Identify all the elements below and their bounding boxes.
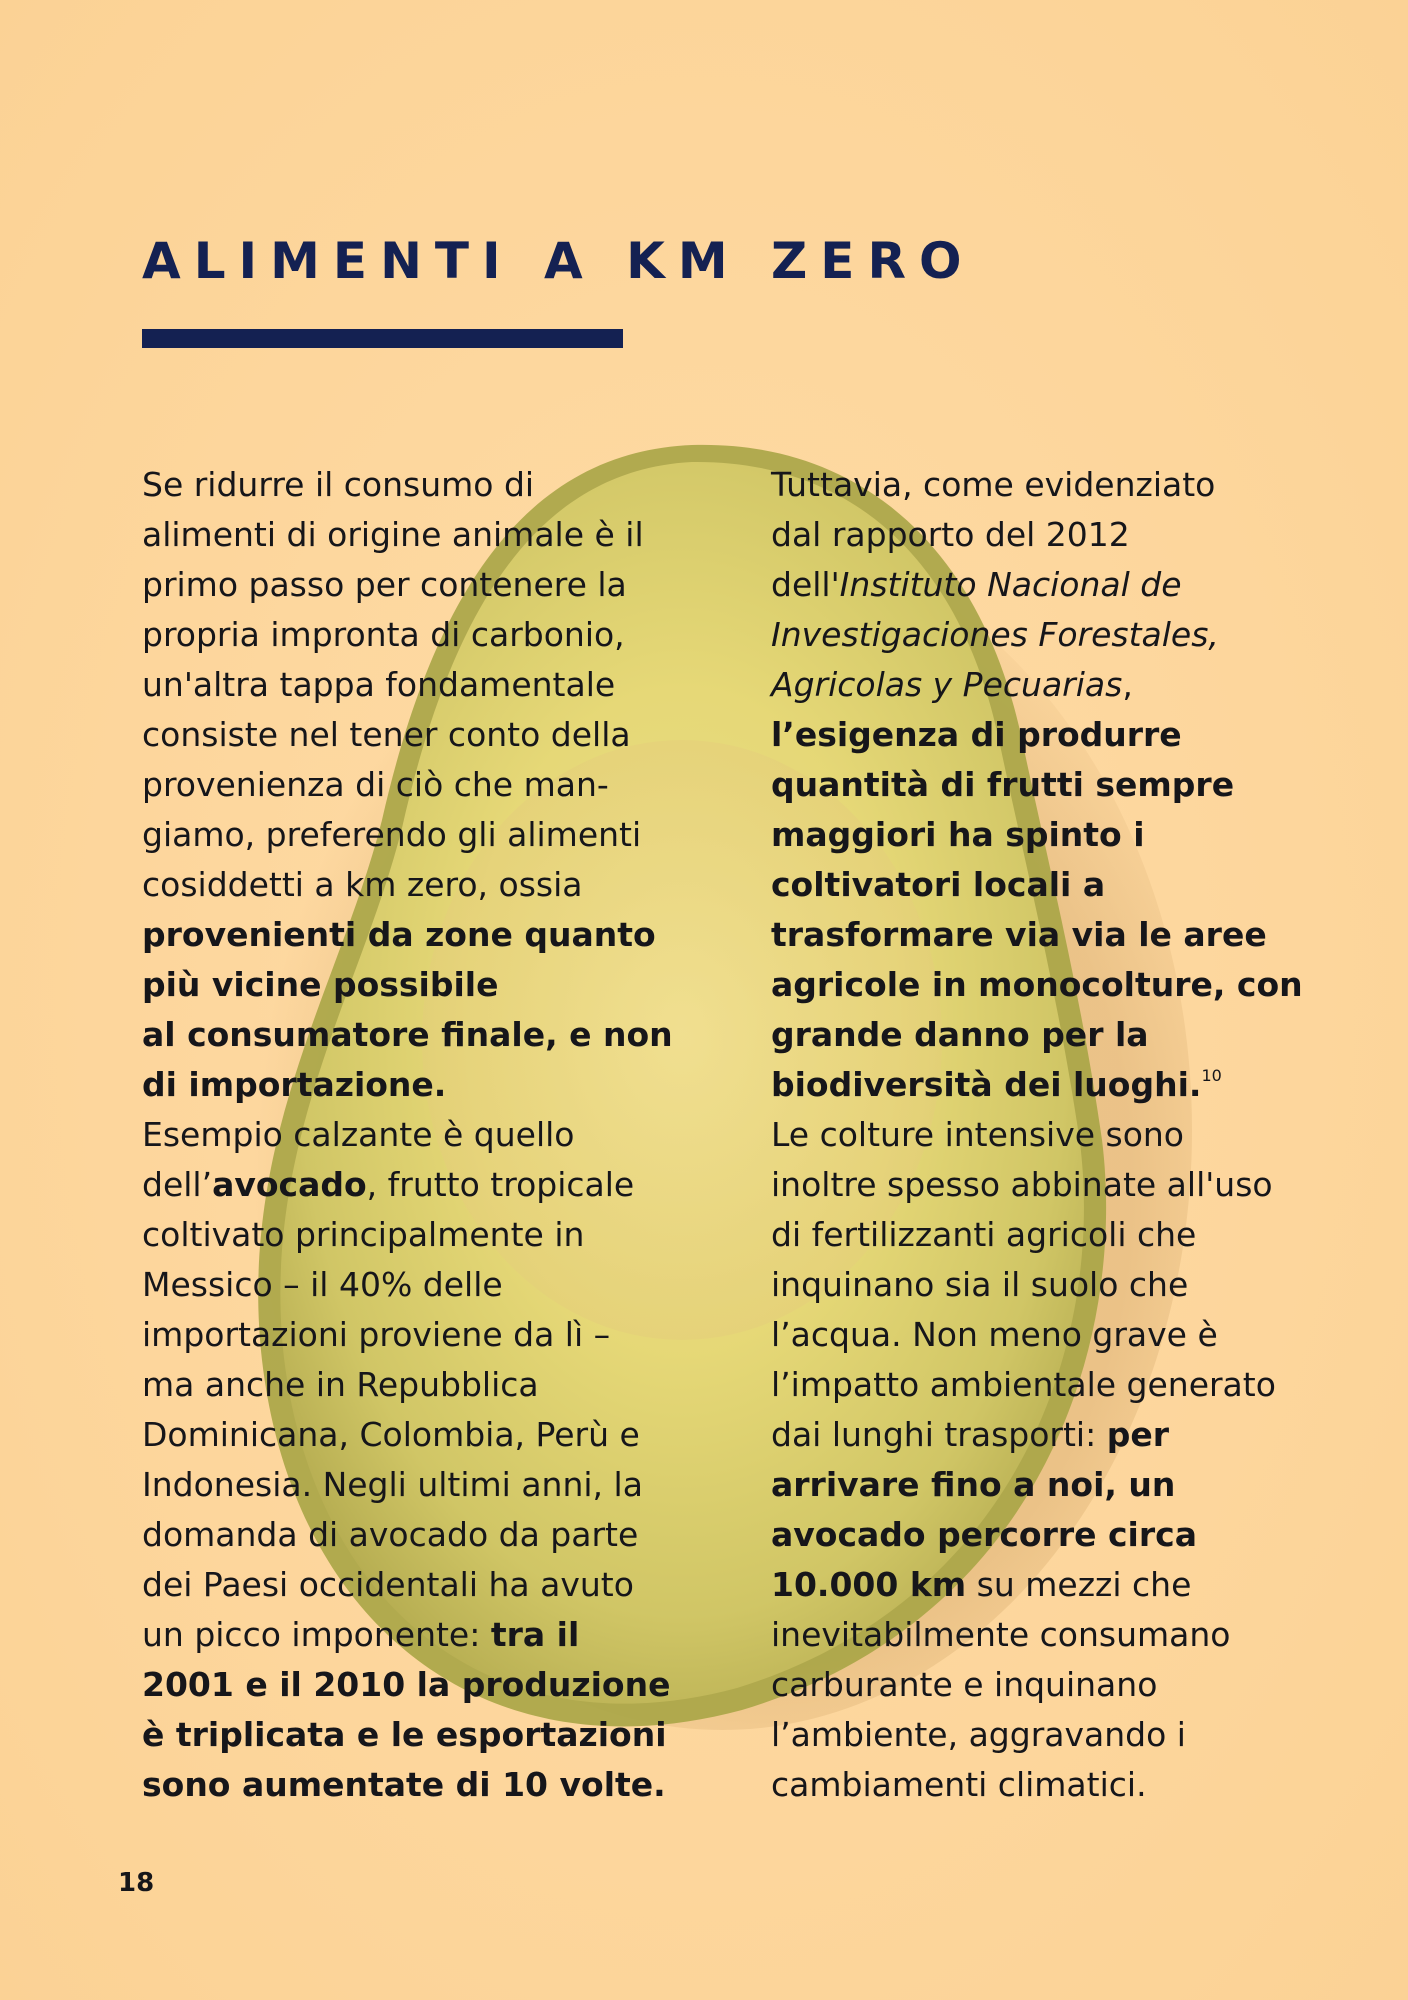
text-run: , frutto tropicale	[366, 1165, 635, 1204]
text-line	[142, 660, 662, 710]
text-line	[142, 1010, 673, 1060]
bold-text: l’esigenza di produrre	[771, 715, 1182, 754]
text-run: Dominicana, Colombia, Perù e	[142, 1415, 640, 1454]
text-line	[142, 1060, 662, 1110]
bold-text: 2001 e il 2010 la produzione	[142, 1665, 671, 1704]
text-line	[142, 760, 662, 810]
text-line	[771, 860, 1291, 910]
text-run: domanda di avocado da parte	[142, 1515, 639, 1554]
text-line	[771, 1310, 1291, 1360]
bold-text: sono aumentate di 10 volte.	[142, 1765, 666, 1804]
text-line	[771, 1210, 1291, 1260]
bold-text: avocado percorre circa	[771, 1515, 1197, 1554]
text-line	[771, 610, 1291, 660]
italic-text: Instituto Nacional de	[839, 565, 1182, 604]
text-line	[142, 860, 662, 910]
text-line	[142, 1410, 662, 1460]
text-run: consiste nel tener conto della	[142, 715, 631, 754]
text-line	[771, 510, 1291, 560]
bold-text: 10.000 km	[771, 1565, 967, 1604]
text-line	[771, 1760, 1291, 1810]
text-run: provenienza di ciò che man-	[142, 765, 609, 804]
text-run: coltivato principalmente in	[142, 1215, 585, 1254]
text-run: Indonesia. Negli ultimi anni, la	[142, 1465, 643, 1504]
bold-text: è triplicata e le esportazioni	[142, 1715, 667, 1754]
text-line	[142, 1660, 671, 1710]
text-line	[771, 1160, 1291, 1210]
bold-text: provenienti da zone quanto	[142, 915, 656, 954]
footnote-ref: 10	[1201, 1066, 1222, 1085]
text-run: ma anche in Repubblica	[142, 1365, 539, 1404]
text-line	[771, 910, 1291, 960]
text-run: un picco imponente:	[142, 1615, 491, 1654]
text-line	[142, 960, 662, 1010]
text-line	[142, 1310, 662, 1360]
bold-text: coltivatori locali a	[771, 865, 1106, 904]
text-line	[142, 560, 662, 610]
bold-text: più vicine possibile	[142, 965, 499, 1004]
text-line	[142, 1210, 662, 1260]
text-run: l’acqua. Non meno grave è	[771, 1315, 1218, 1354]
text-run: dai lunghi trasporti:	[771, 1415, 1107, 1454]
text-line	[771, 1560, 1291, 1610]
text-line	[142, 1560, 662, 1610]
text-line	[771, 710, 1291, 760]
bold-text: biodiversità dei luoghi.	[771, 1065, 1202, 1104]
text-run: su mezzi che	[966, 1565, 1192, 1604]
page-title: ALIMENTI A KM ZERO	[142, 232, 975, 290]
text-run: Tuttavia, come evidenziato	[771, 465, 1216, 504]
text-line	[771, 760, 1291, 810]
text-run: un'altra tappa fondamentale	[142, 665, 616, 704]
text-run: Messico – il 40% delle	[142, 1265, 503, 1304]
text-run: di fertilizzanti agricoli che	[771, 1215, 1197, 1254]
text-run: inevitabilmente consumano	[771, 1615, 1231, 1654]
text-line	[142, 910, 662, 960]
bold-text: avocado	[212, 1165, 367, 1204]
text-line	[771, 1710, 1291, 1760]
text-run: inoltre spesso abbinate all'uso	[771, 1165, 1273, 1204]
text-run: alimenti di origine animale è il	[142, 515, 644, 554]
title-underline	[142, 329, 623, 348]
bold-text: al consumatore finale, e non	[142, 1015, 673, 1054]
text-line	[771, 660, 1291, 710]
text-line	[142, 810, 662, 860]
text-run: importazioni proviene da lì –	[142, 1315, 611, 1354]
text-line	[142, 460, 662, 510]
bold-text: maggiori ha spinto i	[771, 815, 1145, 854]
text-line	[771, 1260, 1291, 1310]
text-line	[142, 1460, 662, 1510]
text-line	[771, 1360, 1291, 1410]
text-line	[771, 810, 1291, 860]
text-run: giamo, preferendo gli alimenti	[142, 815, 642, 854]
page-number: 18	[118, 1868, 155, 1898]
text-line	[142, 510, 662, 560]
text-run: carburante e inquinano	[771, 1665, 1158, 1704]
text-run: Se ridurre il consumo di	[142, 465, 535, 504]
text-run: ,	[1122, 665, 1133, 704]
text-line	[142, 1360, 662, 1410]
text-run: primo passo per contenere la	[142, 565, 627, 604]
text-line	[142, 1510, 662, 1560]
bold-text: grande danno per la	[771, 1015, 1149, 1054]
text-line	[771, 1410, 1291, 1460]
text-line	[142, 1760, 666, 1810]
text-run: propria impronta di carbonio,	[142, 615, 625, 654]
text-run: dal rapporto del 2012	[771, 515, 1130, 554]
bold-text: agricole in monocolture, con	[771, 965, 1303, 1004]
text-run: l’impatto ambientale generato	[771, 1365, 1276, 1404]
text-run: Esempio calzante è quello	[142, 1115, 575, 1154]
text-run: Le colture intensive sono	[771, 1115, 1184, 1154]
text-line	[771, 460, 1291, 510]
text-line	[771, 1610, 1291, 1660]
text-line	[771, 1510, 1291, 1560]
text-run: dei Paesi occidentali ha avuto	[142, 1565, 634, 1604]
text-line	[771, 560, 1291, 610]
bold-text: quantità di frutti sempre	[771, 765, 1235, 804]
right-text-column	[771, 460, 1303, 1810]
text-run: dell’	[142, 1165, 213, 1204]
text-line	[771, 1110, 1291, 1160]
bold-text: trasformare via via le aree	[771, 915, 1267, 954]
text-run: dell'	[771, 565, 840, 604]
left-text-column	[142, 460, 673, 1810]
text-line	[142, 1710, 667, 1760]
text-line	[771, 960, 1303, 1010]
text-line	[771, 1010, 1291, 1060]
text-line	[142, 1110, 662, 1160]
text-line	[771, 1660, 1291, 1710]
text-line	[142, 710, 662, 760]
bold-text: arrivare fino a noi, un	[771, 1465, 1176, 1504]
bold-text: per	[1106, 1415, 1169, 1454]
italic-text: Investigaciones Forestales,	[771, 615, 1219, 654]
text-run: inquinano sia il suolo che	[771, 1265, 1189, 1304]
text-line	[142, 1160, 662, 1210]
text-line	[142, 1260, 662, 1310]
bold-text: di importazione.	[142, 1065, 447, 1104]
text-line	[771, 1460, 1291, 1510]
text-run: l’ambiente, aggravando i	[771, 1715, 1186, 1754]
text-line	[771, 1060, 1291, 1110]
text-line	[142, 610, 662, 660]
text-run: cambiamenti climatici.	[771, 1765, 1147, 1804]
bold-text: tra il	[490, 1615, 580, 1654]
italic-text: Agricolas y Pecuarias	[771, 665, 1123, 704]
text-line	[142, 1610, 662, 1660]
text-run: cosiddetti a km zero, ossia	[142, 865, 583, 904]
